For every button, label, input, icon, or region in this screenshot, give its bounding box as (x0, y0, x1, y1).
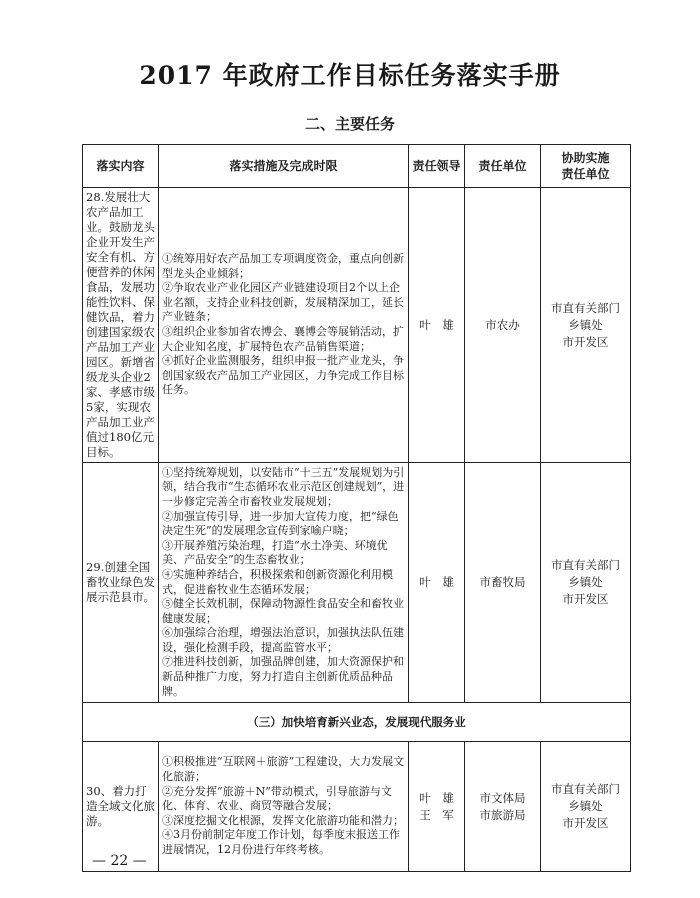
section-title: （三）加快培育新兴业态，发展现代服务业 (83, 703, 631, 742)
task-assist: 市直有关部门 乡镇处 市开发区 (541, 463, 631, 703)
measure-item: ③开展养殖污染治理，打造“水土净美、环境优美、产品安全”的生态畜牧业； (162, 538, 388, 567)
measure-item: ⑥加强综合治理，增强法治意识，加强执法队伍建设，强化检测手段，提高监管水平； (162, 626, 404, 654)
task-leader: 叶 雄 (409, 188, 465, 463)
section-row (83, 703, 631, 742)
measure-item: ①坚持统筹规划，以安陆市“十三五”发展规划为引领，结合我市“生态循环农业示范区创建规划”，进一步修定完善全市畜牧业发展规划； (162, 465, 405, 508)
task-content: 28.发展壮大农产品加工业。鼓励龙头企业开发生产安全有机、方便营养的休闲食品，发展功能性饮料、保健饮品，着力创建国家级农产品加工产业园区。新增省级龙头企业2家、孝感市级5家，实现农产品加工业产值过180亿元目标。 (83, 188, 159, 463)
measure-item: ③深度挖掘文化根源，发挥文化旅游功能和潜力； (162, 813, 404, 827)
header-measures: 落实措施及完成时限 (159, 145, 409, 188)
table-row (83, 463, 631, 703)
task-assist: 市直有关部门 乡镇处 市开发区 (541, 742, 631, 872)
task-table (82, 144, 631, 872)
table-row (83, 188, 631, 463)
table-row (83, 742, 631, 872)
page-number: — 22 — (92, 853, 147, 869)
measure-item: ②争取农业产业化园区产业链建设项目2个以上企业名额，支持企业科技创新，发展精深加工，延长产业链条； (162, 281, 404, 324)
task-measures (159, 188, 409, 463)
measure-item: ④3月份前制定年度工作计划，每季度末报送工作进展情况，12月份进行年终考核。 (162, 828, 400, 856)
measure-item: ④抓好企业监测服务，组织申报一批产业龙头，争创国家级农产品加工产业园区，力争完成工作目标任务。 (162, 354, 404, 397)
header-content: 落实内容 (83, 145, 159, 188)
measure-item: ⑦推进科技创新，加强品牌创建，加大资源保护和新品种推广力度，努力打造自主创新优质品种品牌。 (162, 655, 404, 698)
task-unit: 市农办 (465, 188, 541, 463)
measure-item: ②充分发挥“旅游＋N”带动模式，引导旅游与文化、体育、农业、商贸等融合发展； (162, 784, 392, 813)
header-unit: 责任单位 (465, 145, 541, 188)
header-assist: 协助实施 责任单位 (541, 145, 631, 188)
measure-item: ①统筹用好农产品加工专项调度资金，重点向创新型龙头企业倾斜； (162, 252, 404, 280)
task-assist: 市直有关部门 乡镇处 市开发区 (541, 188, 631, 463)
measure-item: ④实施种养结合，积极探索和创新资源化利用模式，促进畜牧业生态循环发展； (162, 567, 393, 596)
header-leader: 责任领导 (409, 145, 465, 188)
measure-item: ③组织企业参加省农博会、襄博会等展销活动，扩大企业知名度，扩展特色农产品销售渠道； (162, 325, 404, 353)
task-content: 29.创建全国畜牧业绿色发展示范县市。 (83, 463, 159, 703)
section-heading: 二、主要任务 (304, 115, 395, 133)
task-unit: 市文体局 市旅游局 (465, 742, 541, 872)
measure-item: ②加强宣传引导，进一步加大宣传力度，把“绿色决定生死”的发展理念宣传到家喻户晓； (162, 509, 399, 538)
task-measures (159, 742, 409, 872)
task-measures (159, 463, 409, 703)
measure-item: ⑤健全长效机制，保障动物源性食品安全和畜牧业健康发展； (162, 597, 404, 625)
measure-item: ①积极推进“互联网＋旅游”工程建设，大力发展文化旅游； (162, 755, 405, 784)
table-header-row (83, 145, 631, 188)
task-content: 30、着力打造全域文化旅游。 (83, 742, 159, 872)
task-unit: 市畜牧局 (465, 463, 541, 703)
task-leader: 叶 雄 (409, 463, 465, 703)
task-leader: 叶 雄 王 军 (409, 742, 465, 872)
page-title: 2017 年政府工作目标任务落实手册 (139, 61, 561, 90)
